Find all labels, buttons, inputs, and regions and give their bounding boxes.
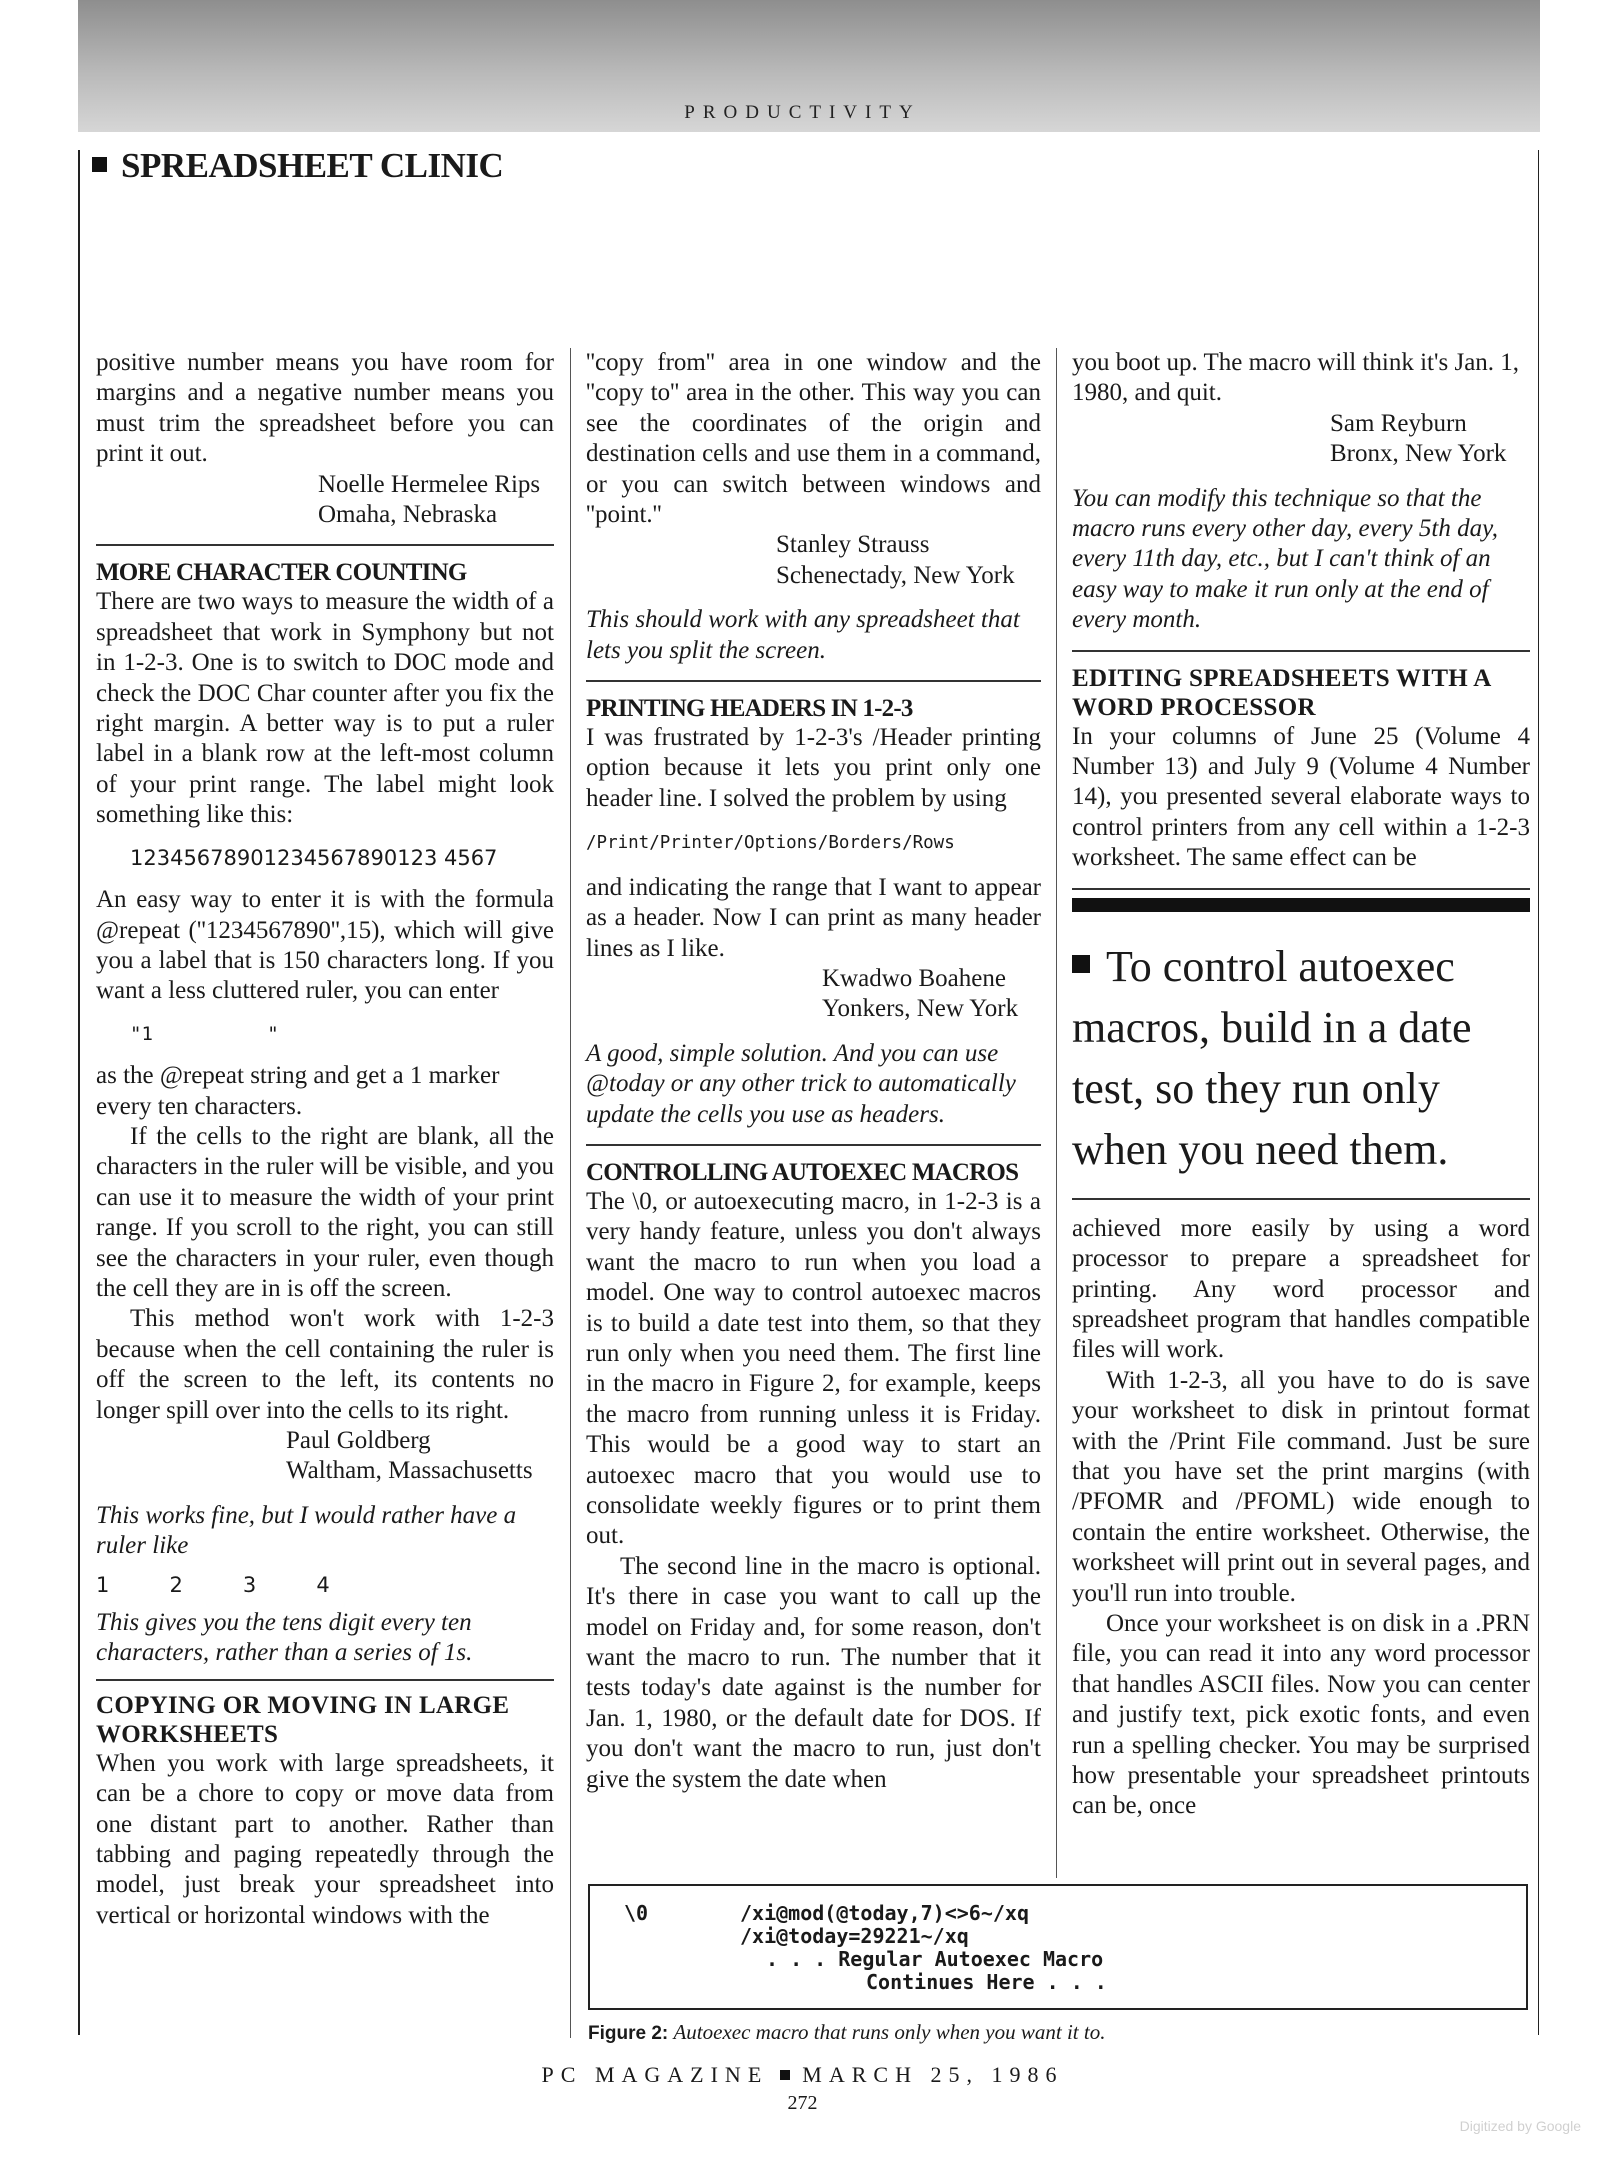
figure-2-box	[588, 1884, 1528, 2010]
issue-date: MARCH 25, 1986	[802, 2062, 1064, 2087]
signature	[96, 470, 554, 531]
paragraph: In your columns of June 25 (Volume 4 Number 13) and July 9 (Volume 4 Number 14), you presented several elaborate ways to control printers from any cell within a 1-2-3 worksheet. The same effect can be	[1072, 722, 1530, 872]
section-heading: MORE CHARACTER COUNTING	[96, 559, 467, 587]
paragraph: ''copy from'' area in one window and the ''copy to'' area in the other. This way you can see the coordinates of the origin and destination cells and use them in a command, or you can switch between windows and ''point.''	[586, 349, 1041, 529]
macro-line: /xi@today=29221~/xq	[740, 1924, 969, 1948]
paragraph: and indicating the range that I want to appear as a header. Now I can print as many header lines as I like.	[586, 873, 1041, 962]
signature-name: Sam Reyburn	[1330, 409, 1467, 437]
section-rule	[96, 544, 554, 546]
section-heading: CONTROLLING AUTOEXEC MACROS	[586, 1158, 1019, 1186]
editor-reply: This should work with any spreadsheet that lets you split the screen.	[586, 606, 1020, 664]
pull-quote-bar	[1072, 898, 1530, 912]
editor-reply: A good, simple solution. And you can use @today or any other trick to automatically update the cells you use as headers.	[586, 1039, 1016, 1128]
paragraph: Once your worksheet is on disk in a .PRN file, you can read it into any word processor that handles ASCII files. Now you can center and justify text, pick exotic fonts, and even run a spelling checker. You may be surprised how presentable your spreadsheet printouts can be, once	[1072, 1609, 1530, 1820]
watermark: Digitized by Google	[1459, 2118, 1581, 2134]
paragraph: When you work with large spreadsheets, it can be a chore to copy or move data from one distant part to another. Rather than tabbing and paging repeatedly through the model, just break your spreadsheet into vertical or horizontal windows with the	[96, 1749, 554, 1929]
paragraph: The \0, or autoexecuting macro, in 1-2-3 is a very handy feature, unless you don't always want the macro to run when you load a model. One way to control autoexec macros is to build a date test into them, so that they run only when you need them. The first line in the macro in Figure 2, for example, keeps the macro from running unless it is Friday. This would be a good way to start an autoexec macro that you would use to consolidate weekly figures or to print them out.	[586, 1187, 1041, 1550]
pull-quote-text: To control autoexec macros, build in a date test, so they run only when you need them.	[1072, 941, 1472, 1174]
signature-place: Schenectady, New York	[776, 561, 1015, 589]
signature-name: Stanley Strauss	[776, 531, 930, 559]
signature-name: Kwadwo Boahene	[822, 964, 1006, 992]
section-heading: PRINTING HEADERS IN 1-2-3	[586, 695, 913, 723]
editor-reply: You can modify this technique so that the macro runs every other day, every 5th day, every 11th day, etc., but I can't think of an easy way to make it run only at the end of every month.	[1072, 484, 1499, 634]
signature	[96, 1426, 554, 1487]
section-heading: COPYING OR MOVING IN LARGE WORKSHEETS	[96, 1691, 510, 1748]
section-rule	[1072, 650, 1530, 652]
paragraph: An easy way to enter it is with the formula @repeat (''1234567890'',15), which will give you a label that is 150 characters long. If you want a less cluttered ruler, you can enter	[96, 886, 554, 1005]
column-1	[96, 348, 554, 1931]
signature	[586, 530, 1041, 591]
page-number: 272	[787, 2092, 818, 2114]
paragraph: as the @repeat string and get a 1 marker every ten characters.	[96, 1062, 500, 1120]
paragraph: If the cells to the right are blank, all the characters in the ruler will be visible, and you can use it to measure the width of your print range. If you scroll to the right, you can still see the characters in your ruler, even though the cell they are in is off the screen.	[96, 1122, 554, 1302]
bullet-square-icon	[1072, 955, 1090, 973]
paragraph: achieved more easily by using a word processor to prepare a spreadsheet for printing. Any word processor and spreadsheet program that handles compatible files will work.	[1072, 1214, 1530, 1364]
signature-name: Paul Goldberg	[286, 1427, 431, 1454]
department-title	[92, 146, 503, 186]
paragraph: The second line in the macro is optional. It's there in case you want to call up the model on Friday and, for some reason, don't want the macro to run. The number that it tests today's date against is the number for Jan. 1, 1980, or the default date for DOS. If you don't want the macro to run, just don't give the system the date when	[586, 1552, 1041, 1793]
page-footer	[0, 2062, 1605, 2088]
column-2	[586, 348, 1041, 1795]
paragraph: There are two ways to measure the width of a spreadsheet that work in Symphony but not in 1-2-3. One is to switch to DOC mode and check the DOC Char counter after you fix the right margin. A better way is to put a ruler label in a blank row at the left-most column of your print range. The label might look something like this:	[96, 588, 554, 829]
command-example: /Print/Printer/Options/Borders/Rows	[586, 833, 955, 854]
macro-line: Continues Here . . .	[866, 1970, 1107, 1994]
left-rule	[78, 150, 80, 2035]
signature	[1072, 409, 1530, 470]
pull-quote	[1072, 888, 1530, 1200]
caption-label: Figure 2:	[588, 2023, 669, 2044]
bullet-square-icon	[92, 157, 107, 172]
figure-caption	[588, 2020, 1105, 2045]
section-rule	[586, 680, 1041, 682]
paragraph: This method won't work with 1-2-3 because when the cell containing the ruler is off the screen to the left, its contents no longer spill over into the cells to its right.	[96, 1305, 554, 1424]
bullet-square-icon	[780, 2070, 790, 2080]
paragraph: positive number means you have room for margins and a negative number means you must trim the spreadsheet before you can print it out.	[96, 349, 554, 468]
signature-place: Waltham, Massachusetts	[286, 1457, 533, 1485]
macro-line: /xi@mod(@today,7)<>6~/xq	[740, 1901, 1029, 1925]
magazine-name: PC MAGAZINE	[541, 2062, 769, 2087]
signature	[586, 964, 1041, 1025]
signature-name: Noelle Hermelee Rips	[318, 470, 541, 498]
editor-reply: This works fine, but I would rather have a ruler like	[96, 1501, 517, 1560]
macro-line: . . . Regular Autoexec Macro	[766, 1947, 1104, 1971]
editor-reply: This gives you the tens digit every ten characters, rather than a series of 1s.	[96, 1609, 473, 1667]
column-divider	[1056, 348, 1057, 1878]
signature-place: Yonkers, New York	[822, 995, 1019, 1023]
repeat-string-example: "1 "	[130, 1022, 279, 1045]
section-rule	[96, 1679, 554, 1681]
ruler-example: 12345678901234567890123 4567	[130, 845, 498, 870]
signature-place: Omaha, Nebraska	[318, 501, 498, 529]
pull-quote-text-block	[1072, 936, 1530, 1180]
section-heading: EDITING SPREADSHEETS WITH A WORD PROCESSOR	[1072, 664, 1491, 721]
column-divider	[570, 348, 571, 2038]
department-title-text: SPREADSHEET CLINIC	[121, 146, 504, 185]
paragraph: With 1-2-3, all you have to do is save your worksheet to disk in printout format with the /Print File command. Just be sure that you have set the print margins (with /PFOMR and /PFOML) wide enough to contain the entire worksheet. Otherwise, the worksheet will print out in several pages, and you'll run into trouble.	[1072, 1366, 1530, 1607]
column-3	[1072, 348, 1530, 1822]
caption-text: Autoexec macro that runs only when you want it to.	[673, 2020, 1106, 2044]
paragraph: you boot up. The macro will think it's Jan. 1, 1980, and quit.	[1072, 349, 1520, 407]
signature-place: Bronx, New York	[1330, 440, 1507, 468]
section-rule	[586, 1144, 1041, 1146]
macro-name: \0	[624, 1901, 649, 1925]
section-label: PRODUCTIVITY	[684, 102, 921, 123]
right-rule	[1538, 150, 1539, 2035]
paragraph: I was frustrated by 1-2-3's /Header printing option because it lets you print only one header line. I solved the problem by using	[586, 724, 1041, 812]
ruler-example-2: 1 2 3 4	[96, 1572, 330, 1597]
